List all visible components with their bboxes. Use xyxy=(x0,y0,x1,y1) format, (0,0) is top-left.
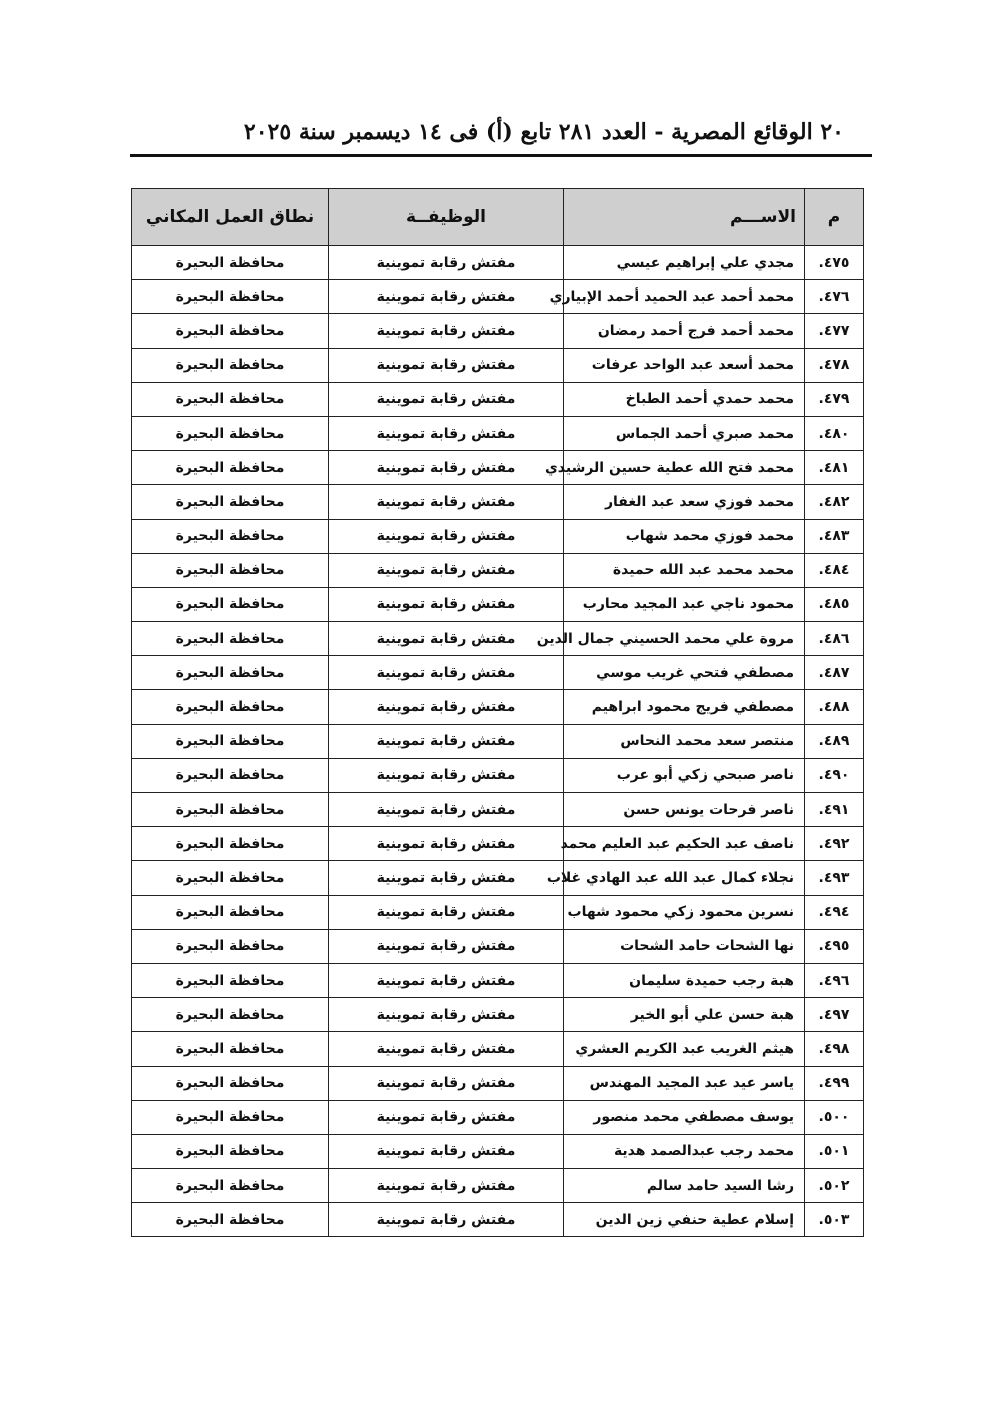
row-number: ٤٨٥. xyxy=(805,587,864,621)
row-name: هبة حسن علي أبو الخير xyxy=(564,998,805,1032)
row-name: محمد حمدي أحمد الطباخ xyxy=(564,382,805,416)
table-header xyxy=(132,189,864,246)
row-number: ٤٩٩. xyxy=(805,1066,864,1100)
row-name: مجدي علي إبراهيم عيسي xyxy=(564,246,805,280)
header-rule xyxy=(130,154,872,157)
row-name: محمد محمد عبد الله حميدة xyxy=(564,553,805,587)
table-row xyxy=(132,485,864,519)
row-area: محافظة البحيرة xyxy=(132,1134,329,1168)
row-area: محافظة البحيرة xyxy=(132,622,329,656)
row-number: ٤٧٩. xyxy=(805,382,864,416)
table-row xyxy=(132,1066,864,1100)
row-name: رشا السيد حامد سالم xyxy=(564,1169,805,1203)
row-name: يوسف مصطفي محمد منصور xyxy=(564,1100,805,1134)
row-job: مفتش رقابة تموينية xyxy=(329,1066,564,1100)
row-job: مفتش رقابة تموينية xyxy=(329,793,564,827)
row-area: محافظة البحيرة xyxy=(132,1169,329,1203)
table-header-row xyxy=(132,189,864,246)
row-job: مفتش رقابة تموينية xyxy=(329,758,564,792)
row-number: ٤٨٤. xyxy=(805,553,864,587)
table-row xyxy=(132,861,864,895)
table-row xyxy=(132,1032,864,1066)
row-name: هبة رجب حميدة سليمان xyxy=(564,963,805,997)
table-row xyxy=(132,895,864,929)
row-area: محافظة البحيرة xyxy=(132,963,329,997)
row-name: محمد أحمد فرج أحمد رمضان xyxy=(564,314,805,348)
row-job: مفتش رقابة تموينية xyxy=(329,724,564,758)
row-job: مفتش رقابة تموينية xyxy=(329,1203,564,1237)
row-job: مفتش رقابة تموينية xyxy=(329,519,564,553)
row-area: محافظة البحيرة xyxy=(132,690,329,724)
row-job: مفتش رقابة تموينية xyxy=(329,382,564,416)
row-area: محافظة البحيرة xyxy=(132,382,329,416)
row-job: مفتش رقابة تموينية xyxy=(329,895,564,929)
row-job: مفتش رقابة تموينية xyxy=(329,1134,564,1168)
row-area: محافظة البحيرة xyxy=(132,895,329,929)
row-name: محمد صبري أحمد الجماس xyxy=(564,416,805,450)
row-job: مفتش رقابة تموينية xyxy=(329,1100,564,1134)
table-body xyxy=(132,246,864,1237)
row-number: ٤٩٣. xyxy=(805,861,864,895)
row-name: نها الشحات حامد الشحات xyxy=(564,929,805,963)
row-number: ٥٠٠. xyxy=(805,1100,864,1134)
row-name: ناصر فرحات يونس حسن xyxy=(564,793,805,827)
row-number: ٥٠١. xyxy=(805,1134,864,1168)
row-number: ٥٠٢. xyxy=(805,1169,864,1203)
row-area: محافظة البحيرة xyxy=(132,485,329,519)
row-area: محافظة البحيرة xyxy=(132,1100,329,1134)
row-name: مروة علي محمد الحسيني جمال الدين xyxy=(564,622,805,656)
column-header-name: الاســـم xyxy=(564,189,805,246)
row-area: محافظة البحيرة xyxy=(132,246,329,280)
row-name: ياسر عيد عبد المجيد المهندس xyxy=(564,1066,805,1100)
row-name: محمد أحمد عبد الحميد أحمد الإبياري xyxy=(564,280,805,314)
row-job: مفتش رقابة تموينية xyxy=(329,998,564,1032)
table-row xyxy=(132,416,864,450)
row-name: محمود ناجي عبد المجيد محارب xyxy=(564,587,805,621)
row-area: محافظة البحيرة xyxy=(132,280,329,314)
row-job: مفتش رقابة تموينية xyxy=(329,656,564,690)
table-row xyxy=(132,656,864,690)
row-area: محافظة البحيرة xyxy=(132,656,329,690)
row-number: ٤٧٧. xyxy=(805,314,864,348)
table-row xyxy=(132,827,864,861)
table-row xyxy=(132,622,864,656)
row-number: ٤٩١. xyxy=(805,793,864,827)
row-number: ٤٨٦. xyxy=(805,622,864,656)
row-area: محافظة البحيرة xyxy=(132,1203,329,1237)
row-number: ٤٨٩. xyxy=(805,724,864,758)
row-number: ٤٩٢. xyxy=(805,827,864,861)
row-job: مفتش رقابة تموينية xyxy=(329,416,564,450)
row-name: ناصر صبحي زكي أبو عرب xyxy=(564,758,805,792)
row-number: ٤٩٨. xyxy=(805,1032,864,1066)
row-job: مفتش رقابة تموينية xyxy=(329,587,564,621)
row-number: ٥٠٣. xyxy=(805,1203,864,1237)
row-number: ٤٨٨. xyxy=(805,690,864,724)
personnel-table xyxy=(131,188,864,1237)
row-name: مصطفي فريج محمود ابراهيم xyxy=(564,690,805,724)
row-area: محافظة البحيرة xyxy=(132,553,329,587)
row-name: منتصر سعد محمد النحاس xyxy=(564,724,805,758)
column-header-num: م xyxy=(805,189,864,246)
row-number: ٤٨٣. xyxy=(805,519,864,553)
row-name: نجلاء كمال عبد الله عبد الهادي غلاب xyxy=(564,861,805,895)
row-area: محافظة البحيرة xyxy=(132,758,329,792)
row-area: محافظة البحيرة xyxy=(132,519,329,553)
row-job: مفتش رقابة تموينية xyxy=(329,314,564,348)
row-area: محافظة البحيرة xyxy=(132,451,329,485)
row-area: محافظة البحيرة xyxy=(132,793,329,827)
table-row xyxy=(132,724,864,758)
table-row xyxy=(132,348,864,382)
row-area: محافظة البحيرة xyxy=(132,998,329,1032)
row-area: محافظة البحيرة xyxy=(132,348,329,382)
table-row xyxy=(132,963,864,997)
row-name: محمد فوزي سعد عبد الغفار xyxy=(564,485,805,519)
row-number: ٤٩٧. xyxy=(805,998,864,1032)
row-name: ناصف عبد الحكيم عبد العليم محمد xyxy=(564,827,805,861)
table-row xyxy=(132,1134,864,1168)
column-header-job: الوظيفــة xyxy=(329,189,564,246)
row-job: مفتش رقابة تموينية xyxy=(329,246,564,280)
row-area: محافظة البحيرة xyxy=(132,1066,329,1100)
row-area: محافظة البحيرة xyxy=(132,929,329,963)
row-area: محافظة البحيرة xyxy=(132,416,329,450)
row-name: محمد أسعد عبد الواحد عرفات xyxy=(564,348,805,382)
row-job: مفتش رقابة تموينية xyxy=(329,553,564,587)
table-row xyxy=(132,998,864,1032)
row-job: مفتش رقابة تموينية xyxy=(329,348,564,382)
table-row xyxy=(132,690,864,724)
table-row xyxy=(132,1100,864,1134)
column-header-area: نطاق العمل المكاني xyxy=(132,189,329,246)
table-row xyxy=(132,382,864,416)
row-job: مفتش رقابة تموينية xyxy=(329,929,564,963)
table-row xyxy=(132,758,864,792)
row-number: ٤٨١. xyxy=(805,451,864,485)
row-number: ٤٧٥. xyxy=(805,246,864,280)
table-row xyxy=(132,246,864,280)
table-row xyxy=(132,280,864,314)
row-job: مفتش رقابة تموينية xyxy=(329,451,564,485)
table-row xyxy=(132,1203,864,1237)
table-row xyxy=(132,451,864,485)
row-area: محافظة البحيرة xyxy=(132,861,329,895)
row-job: مفتش رقابة تموينية xyxy=(329,690,564,724)
row-number: ٤٧٨. xyxy=(805,348,864,382)
row-number: ٤٩٥. xyxy=(805,929,864,963)
row-job: مفتش رقابة تموينية xyxy=(329,1032,564,1066)
row-job: مفتش رقابة تموينية xyxy=(329,827,564,861)
table-row xyxy=(132,519,864,553)
row-name: محمد رجب عبدالصمد هدية xyxy=(564,1134,805,1168)
row-job: مفتش رقابة تموينية xyxy=(329,963,564,997)
page-header: ٢٠ الوقائع المصرية - العدد ٢٨١ تابع (أ) فى ١٤ ديسمبر سنة ٢٠٢٥ xyxy=(243,119,844,145)
row-name: نسرين محمود زكي محمود شهاب xyxy=(564,895,805,929)
row-job: مفتش رقابة تموينية xyxy=(329,485,564,519)
table-row xyxy=(132,314,864,348)
row-name: محمد فتح الله عطية حسين الرشيدي xyxy=(564,451,805,485)
row-number: ٤٨٧. xyxy=(805,656,864,690)
row-number: ٤٩٤. xyxy=(805,895,864,929)
row-job: مفتش رقابة تموينية xyxy=(329,280,564,314)
table-row xyxy=(132,929,864,963)
row-area: محافظة البحيرة xyxy=(132,587,329,621)
table-row xyxy=(132,553,864,587)
row-name: مصطفي فتحي غريب موسي xyxy=(564,656,805,690)
table-row xyxy=(132,587,864,621)
row-area: محافظة البحيرة xyxy=(132,827,329,861)
row-number: ٤٩٠. xyxy=(805,758,864,792)
row-name: إسلام عطية حنفي زين الدين xyxy=(564,1203,805,1237)
row-number: ٤٨٠. xyxy=(805,416,864,450)
table-row xyxy=(132,1169,864,1203)
row-name: هيثم الغريب عبد الكريم العشري xyxy=(564,1032,805,1066)
personnel-table-container xyxy=(136,188,864,1237)
row-area: محافظة البحيرة xyxy=(132,314,329,348)
row-number: ٤٧٦. xyxy=(805,280,864,314)
table-row xyxy=(132,793,864,827)
row-job: مفتش رقابة تموينية xyxy=(329,861,564,895)
row-job: مفتش رقابة تموينية xyxy=(329,622,564,656)
row-area: محافظة البحيرة xyxy=(132,724,329,758)
row-number: ٤٨٢. xyxy=(805,485,864,519)
row-name: محمد فوزي محمد شهاب xyxy=(564,519,805,553)
row-job: مفتش رقابة تموينية xyxy=(329,1169,564,1203)
row-number: ٤٩٦. xyxy=(805,963,864,997)
row-area: محافظة البحيرة xyxy=(132,1032,329,1066)
